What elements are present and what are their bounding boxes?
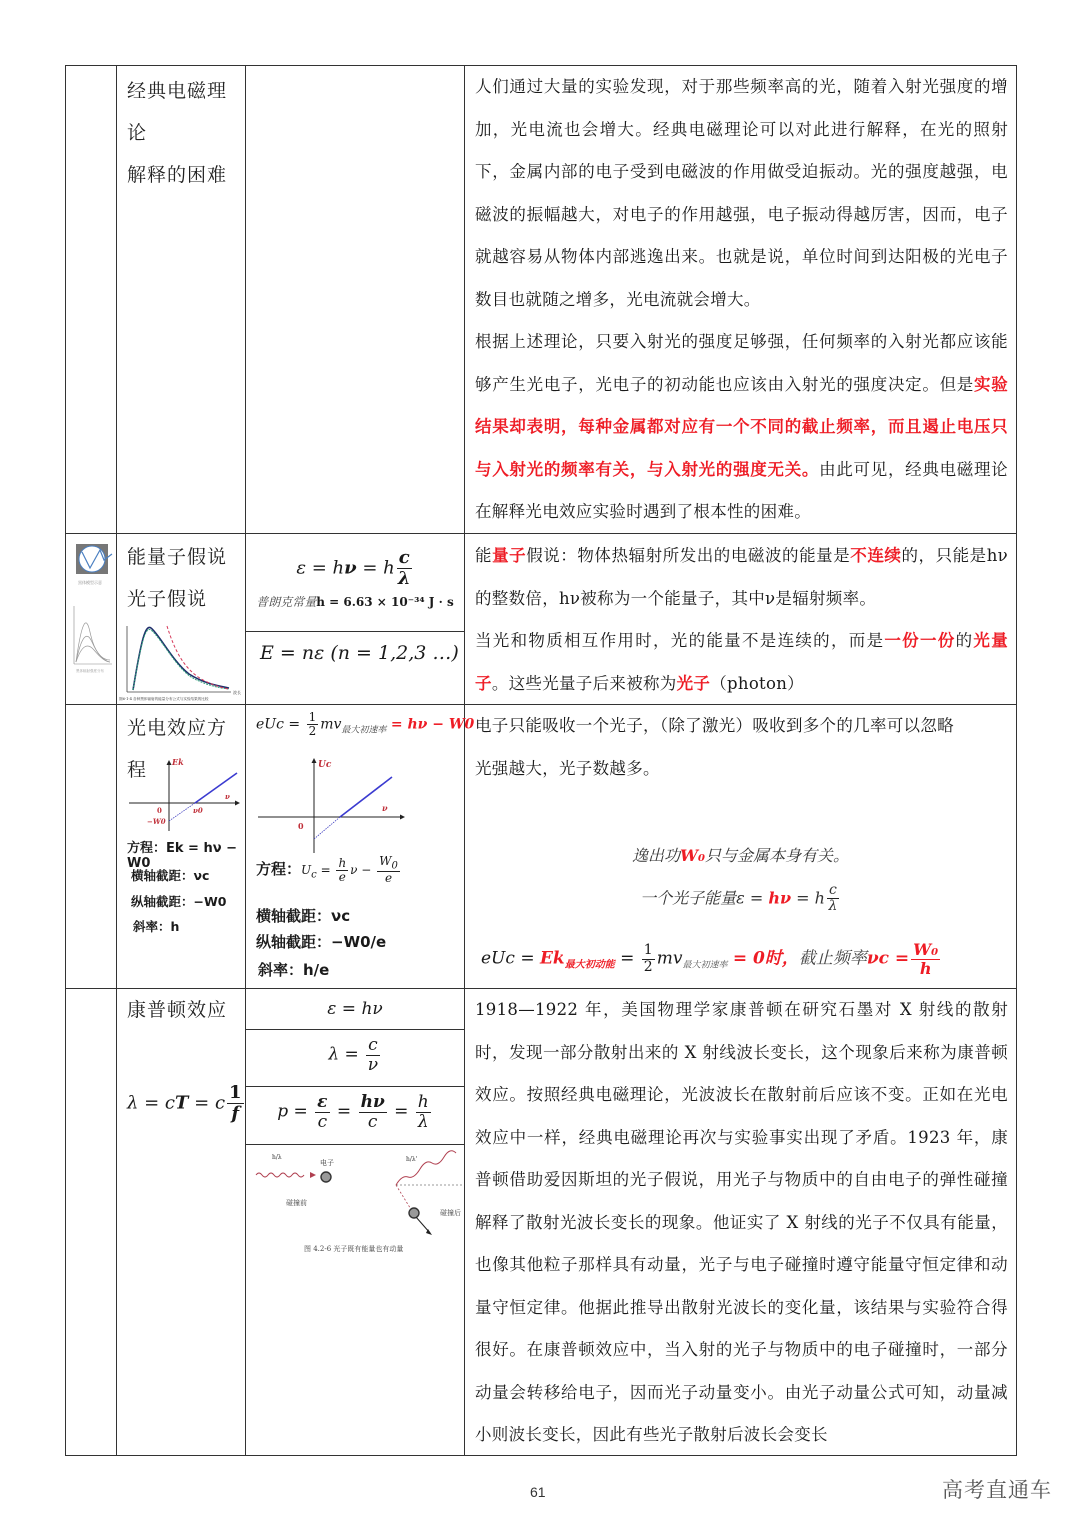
paragraph: 人们通过大量的实验发现，对于那些频率高的光，随着入射光强度的增加，光电流也会增大。经典电磁理论可以对此进行解释，在光的照射下，金属内部的电子受到电磁波的作用做受迫振动。光的强度越强，电磁波的振幅越大，对电子的作用越强，电子振动得越厉害，因而，电子就越容易从物体内部逃逸出来。也就是说，单位时间到达阳极的光电子数目也就随之增多，光电流就会增大。 xyxy=(475,77,1008,309)
svg-text:h/λ': h/λ' xyxy=(406,1156,418,1163)
row-photoelectric-equation xyxy=(66,705,1016,989)
formula-cell xyxy=(246,66,465,533)
svg-text:Uc: Uc xyxy=(318,760,332,770)
slope-label: 斜率：h/e xyxy=(258,961,330,979)
row-classical-difficulty xyxy=(66,66,1016,534)
compton-diagram-cell xyxy=(246,1145,464,1265)
text-highlight: 实验结果却表明，每种金属都对应有一个不同的截止频率，而且遏止电压只与入射光的频率有关，与入射光的强度无关。 xyxy=(475,374,1008,479)
page-number: 61 xyxy=(530,1484,546,1500)
svg-text:黑体辐射强度分布: 黑体辐射强度分布 xyxy=(76,669,104,673)
svg-text:h/λ: h/λ xyxy=(272,1154,282,1161)
axis-label-ek: Ek xyxy=(172,757,184,767)
row-compton-effect xyxy=(66,989,1016,1455)
svg-text:碰撞后: 碰撞后 xyxy=(440,1209,461,1217)
photon-momentum-cell: p = $\frac{\varepsilon}{c}$ = $\frac{h\nu}{c}$ = $\frac{h}{\lambda}$ xyxy=(246,1087,464,1145)
topic-line: 能量子假说 xyxy=(127,546,228,568)
svg-text:ν: ν xyxy=(382,803,388,813)
formula-cell xyxy=(246,705,475,988)
paragraph: 能量子假说：物体热辐射所发出的电磁波的能量是不连续的，只能是hν的整数倍，hν被称为一个能量子，其中ν是辐射频率。 xyxy=(475,546,1008,608)
photon-energy-cell: ε = hν xyxy=(246,989,464,1030)
blackbody-radiation-graph xyxy=(119,622,245,702)
photon-energy-formula: 一个光子能量ε = hν = h $\frac{c}{\lambda}$ xyxy=(640,882,838,915)
horizontal-intercept: 横轴截距：νc xyxy=(256,907,351,925)
planck-constant: 普朗克常量h = 6.63 × 10⁻³⁴ J · s xyxy=(256,594,454,609)
svg-text:图 4.2-6 光子既有能量也有动量: 图 4.2-6 光子既有能量也有动量 xyxy=(304,1245,404,1253)
planck-formula-cell xyxy=(246,534,464,632)
paragraph xyxy=(475,321,1008,534)
topic-cell xyxy=(117,66,246,533)
paragraph: 光强越大，光子数越多。 xyxy=(475,758,660,778)
topic-cell xyxy=(117,705,246,988)
topic-line: 解释的困难 xyxy=(127,164,228,186)
svg-text:−W0: −W0 xyxy=(147,817,166,826)
ek-vs-frequency-graph xyxy=(119,755,245,835)
explanation-cell xyxy=(465,705,1016,988)
vertical-intercept: 纵轴截距：−W0 xyxy=(131,894,227,909)
explanation-cell xyxy=(465,989,1016,1455)
energy-multiple-cell xyxy=(246,632,464,704)
formula-cell xyxy=(246,989,465,1455)
svg-text:图6-1-4 各种黑体辐射的能量分布公式与实验结果的比较: 图6-1-4 各种黑体辐射的能量分布公式与实验结果的比较 xyxy=(119,697,209,701)
svg-text:0: 0 xyxy=(298,821,304,831)
row-quantum-hypothesis xyxy=(66,534,1016,705)
svg-text:碰撞前: 碰撞前 xyxy=(286,1199,307,1207)
vertical-intercept: 纵轴截距：−W0/e xyxy=(256,933,387,951)
icon-column xyxy=(66,66,117,533)
cutoff-frequency-formula: eUc = $Ek_{最大初动能}$ = $\frac{1}{2}$ $mv_{最大初速率} = 0$时，截止频率νc = $\frac{\text{W₀}}{h}$ xyxy=(481,940,939,978)
equation-label: 方程：Ek = hν − W0 xyxy=(127,841,237,871)
wavelength-frequency-cell: λ = $\frac{c}{\nu}$ xyxy=(246,1030,464,1087)
explanation-cell xyxy=(465,534,1016,704)
icon-column xyxy=(66,989,117,1455)
topic-line: 康普顿效应 xyxy=(127,999,228,1021)
blackbody-cavity-icon xyxy=(74,542,114,588)
svg-text:波长: 波长 xyxy=(233,690,241,695)
paragraph: 当光和物质相互作用时，光的能量不是连续的，而是一份一份的光量子。这些光量子后来被称为光子（photon） xyxy=(475,631,1008,693)
icon-column xyxy=(66,705,117,988)
icon-column xyxy=(66,534,117,704)
formula-cell xyxy=(246,534,465,704)
slope-label: 斜率：h xyxy=(133,919,180,934)
stopping-voltage-vs-frequency-graph xyxy=(256,755,406,853)
topic-line: 经典电磁理论 xyxy=(127,80,228,144)
svg-text:ν0: ν0 xyxy=(193,806,203,815)
svg-text:ν: ν xyxy=(225,792,230,801)
radiation-curves-thumbnail xyxy=(70,602,114,674)
svg-text:黑体模型示意: 黑体模型示意 xyxy=(78,580,102,585)
work-function-note: 逸出功W₀只与金属本身有关。 xyxy=(631,846,849,865)
energy-multiple-formula: E = nε (n = 1,2,3 …) xyxy=(260,642,459,664)
topic-cell xyxy=(117,534,246,704)
topic-cell xyxy=(117,989,246,1455)
watermark: 高考直通车 xyxy=(942,1479,1052,1502)
topic-line: 光电效应方程 xyxy=(127,717,228,781)
text-normal: 由此可见，经典电磁理论在解释光电效应实验时遇到了根本性的困难。 xyxy=(475,459,1008,521)
topic-line: 光子假说 xyxy=(127,588,208,610)
paragraph: 1918—1922 年，美国物理学家康普顿在研究石墨对 X 射线的散射时，发现一部分散射出来的 X 射线波长变长，这个现象后来称为康普顿效应。按照经典电磁理论，光波波长在散射前后应该不变。正如在光电效应中一样，经典电磁理论再次与实验事实出现了矛盾。1923 年，康普顿借助爱因斯坦的光子假说，用光子与物质中的自由电子的弹性碰撞解释了散射光波长变长的现象。他证实了 X 射线的光子不仅具有能量，也像其他粒子那样具有动量，光子与电子碰撞时遵守能量守恒定律和动量守恒定律。他据此推导出散射光波长的变化量，该结果与实验符合得很好。在康普顿效应中，当入射的光子与物质中的电子碰撞时，一部分动量会转移给电子，因而光子动量变小。由光子动量公式可知，动量减小则波长变长，因此有些光子散射后波长会变长 xyxy=(475,1000,1008,1444)
paragraph: 电子只能吸收一个光子，（除了激光）吸收到多个的几率可以忽略 xyxy=(475,716,954,735)
photoelectric-equation: eUc = $\frac{1}{2}$ $mv_{最大初速率} = h\nu - W0$ xyxy=(256,710,475,739)
explanation-cell xyxy=(465,66,1016,533)
svg-text:0: 0 xyxy=(157,806,162,815)
physics-notes-table xyxy=(65,65,1017,1456)
svg-text:电子: 电子 xyxy=(320,1159,334,1167)
horizontal-intercept: 横轴截距：νc xyxy=(131,868,210,883)
wavelength-period-formula: λ = cT = c $\frac{1}{f}$ xyxy=(127,1082,242,1124)
equation-label: 方程：$U_c$ = $\frac{h}{e}$ ν − $\frac{W_0}{e}$ xyxy=(256,854,398,886)
text-normal: 根据上述理论，只要入射光的强度足够强，任何频率的入射光都应该能够产生光电子，光电子的初动能也应该由入射光的强度决定。但是 xyxy=(475,332,1008,394)
compton-scattering-diagram xyxy=(246,1145,464,1263)
energy-quantum-formula: ε = hν = h $\frac{c}{\lambda}$ xyxy=(296,547,411,589)
